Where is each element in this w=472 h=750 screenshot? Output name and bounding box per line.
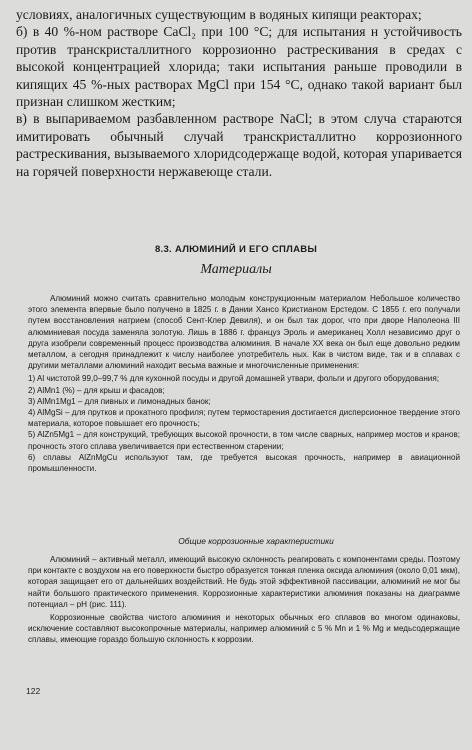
corrosion-section <box>28 554 460 646</box>
page-number: 122 <box>26 686 41 696</box>
paragraph-nacl-test: в) в выпариваемом разбавленном растворе NaCl; в этом случа стараются имитировать обычный случай транскристаллитно коррозионного растрескивания, вызываемого хлоридсодержаще водой, которая упаривается на горячей поверхности нержавеюще стали. <box>16 111 462 179</box>
section-heading: 8.3. АЛЮМИНИЙ И ЕГО СПЛАВЫ <box>154 244 318 255</box>
paragraph-cacl2-test: б) в 40 %-ном растворе CaCl₂ при 100 °C; для испытания н устойчивость против транскристаллитного коррозионно растрескивания в средах с высокой концентрацией хлорида; таки испытания раньше проводили в кипящих 45 %-ных растворах MgCl при 154 °C, однако такой вариант был признан слишком жестким; <box>16 24 462 110</box>
paragraph-conditions: условиях, аналогичных существующим в водяных кипящи реакторах; <box>16 7 422 22</box>
corrosion-caption: Общие коррозионные характеристики <box>178 536 334 546</box>
list-item: 1) Al чистотой 99,0–99,7 % для кухонной посуды и другой домашней утвари, фольги и другого оборудования; <box>28 374 439 384</box>
list-item: 6) сплавы AlZnMgCu используют там, где требуется высокая прочность, например в авиационной промышленности. <box>28 452 460 474</box>
materials-section <box>28 293 460 474</box>
list-item: 5) AlZn5Mg1 – для конструкций, требующих высокой прочности, в том числе сварных, например мостов и кранов; прочность этого сплава увеличивается при естественном старении; <box>28 430 460 451</box>
list-item: 4) AlMgSi – для прутков и прокатного профиля; путем термостарения достигается дисперсионное твердение этого материала, которое повышает его прочность; <box>28 408 460 429</box>
list-item: 3) AlMn1Mg1 – для пивных и лимонадных банок; <box>28 396 211 406</box>
corrosion-paragraph-1: Алюминий – активный металл, имеющий высокую склонность реагировать с компонентами среды. Поэтому при контакте с воздухом на его поверхности быстро образуется тонкая пленка оксида алюминия (около 0,01 мкм), которая защищает его от дальнейших воздействий. Не будь этой эффективной пассивации, алюминий не мог бы найти большого практического применения. Коррозионные характеристики алюминия показаны на диаграмме потенциал – pH (рис. 111). <box>28 555 460 609</box>
list-item: 2) AlMn1 (%) – для крыш и фасадов; <box>28 385 165 395</box>
corrosion-paragraph-2: Коррозионные свойства чистого алюминия и некоторых обычных его сплавов во многом одинаковы, исключение составляют высокопрочные материалы, например алюминий с 5 % Mn и 1 % Mg и медьсодержащие сплавы, имеющие гораздо большую склонность к коррозии. <box>28 613 460 645</box>
section-subheading: Материалы <box>200 262 272 277</box>
top-paragraphs <box>16 6 462 180</box>
materials-intro: Алюминий можно считать сравнительно молодым конструкционным материалом Небольшое количество этого элемента впервые было получено в 1825 г. в Дании Хансо Кристианом Ерстедом. С 1855 г. его получали путем восстановления натрием (способ Сент-Клер Девиля), и он был так дорог, что при дворе Наполеона III алюминиевая посуда заменяла золотую. Лишь в 1886 г. француз Эроль и американец Холл независимо друг о друга изобрели современный процесс производства алюминия. В начале XX века он был еще довольно редким металлом, а сегодня принадлежит к числу наиболее употребитель ных. Как в чистом виде, так и в сплавах с другими металлами алюминий находит весьма важные и многочисленные применения: <box>28 294 460 371</box>
